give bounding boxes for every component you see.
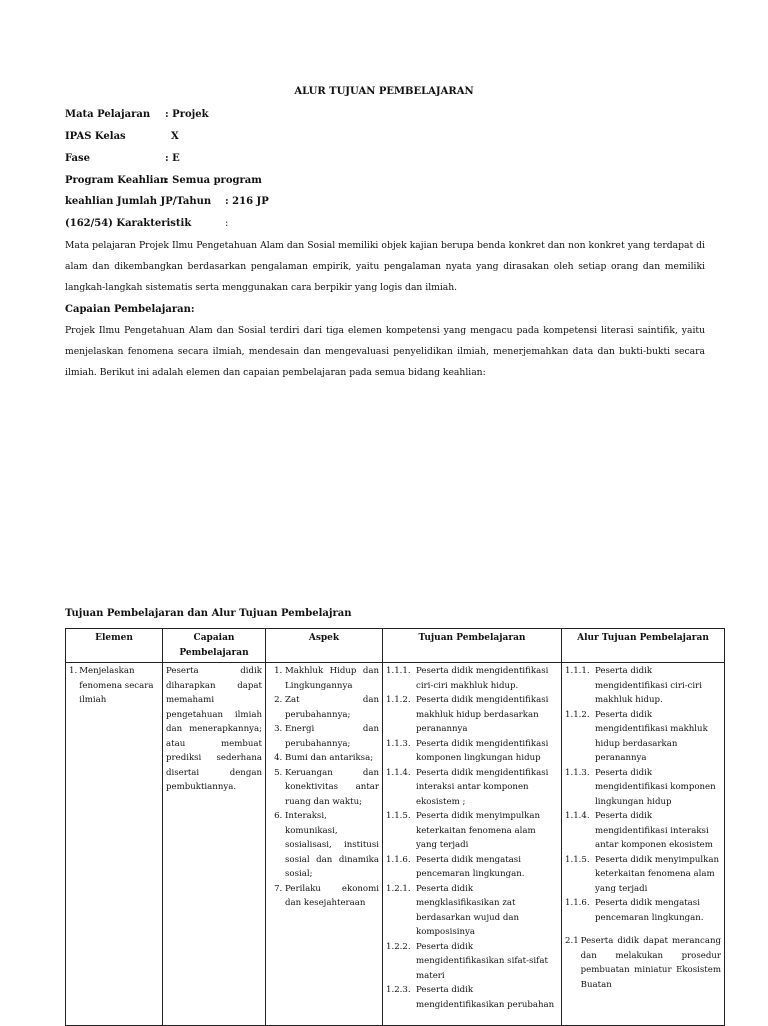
meta-karakteristik xyxy=(65,218,229,229)
meta-ipas-kelas xyxy=(65,131,179,142)
tujuan-number: 1.1.1. xyxy=(386,666,411,676)
aspek-item: 5. Keruangan dan konektivitas antar ruang dan waktu; xyxy=(285,766,379,810)
tujuan-text: Peserta didik mengidentifikasi ciri-ciri makhluk hidup. xyxy=(416,666,549,691)
alur-number: 1.1.4. xyxy=(565,811,590,821)
tujuan-number: 1.1.3. xyxy=(386,738,411,749)
meta-label: (162/54) Karakteristik xyxy=(65,218,192,229)
aspek-item: 3. Energi dan perubahannya; xyxy=(285,722,379,751)
aspek-item: 4. Bumi dan antariksa; xyxy=(285,751,379,766)
alur-text: Peserta didik dapat merancang dan melakukan prosedur pembuatan miniatur Ekosistem Buatan xyxy=(580,936,721,990)
tujuan-text: Peserta didik mengidentifikasi interaksi antar komponen ekosistem ; xyxy=(416,767,549,807)
meta-program-keahlian xyxy=(65,175,262,186)
aspek-item: 7. Perilaku ekonomi dan kesejahteraan xyxy=(285,882,379,911)
alur-item xyxy=(565,896,721,925)
document-title: ALUR TUJUAN PEMBELAJARAN xyxy=(294,86,474,97)
meta-label: Fase xyxy=(65,153,91,164)
tujuan-text: Peserta didik menyimpulkan keterkaitan fenomena alam yang terjadi xyxy=(416,811,541,850)
cell-tujuan xyxy=(383,663,562,1026)
capaian-heading: Capaian Pembelajaran: xyxy=(65,304,195,315)
cell-alur xyxy=(562,663,725,1026)
table-header-row xyxy=(66,629,725,663)
cell-capaian: Peserta didik diharapkan dapat memahami pengetahuan ilmiah dan menerapkannya; atau membuat prediksi sederhana disertai dengan pembuktiannya. xyxy=(163,663,266,1026)
meta-label: keahlian Jumlah JP/Tahun xyxy=(65,196,212,207)
alur-text: Peserta didik mengidentifikasi ciri-ciri makhluk hidup. xyxy=(595,666,703,705)
alur-text: Peserta didik mengatasi pencemaran lingkungan. xyxy=(595,898,704,923)
header-aspek: Aspek xyxy=(266,629,383,663)
tujuan-number: 1.1.4. xyxy=(386,767,411,778)
tujuan-text: Peserta didik mengidentifikasi makhluk hidup berdasarkan peranannya xyxy=(416,695,549,734)
meta-label: IPAS Kelas xyxy=(65,131,126,142)
header-elemen: Elemen xyxy=(66,629,163,663)
header-alur: Alur Tujuan Pembelajaran xyxy=(562,629,725,663)
meta-value: : xyxy=(225,218,229,229)
aspek-item: 2. Zat dan perubahannya; xyxy=(285,693,379,722)
tujuan-text: Peserta didik mengidentifikasikan perubahan xyxy=(416,985,555,1010)
alur-item xyxy=(565,664,721,708)
meta-value: : 216 JP xyxy=(225,196,269,207)
alur-text: Peserta didik menyimpulkan keterkaitan fenomena alam yang terjadi xyxy=(595,854,720,894)
alur-item xyxy=(565,708,721,766)
tujuan-number: 1.1.6. xyxy=(386,854,411,865)
header-capaian: Capaian Pembelajaran xyxy=(163,629,266,663)
tujuan-number: 1.2.3. xyxy=(386,985,411,995)
elemen-text: Menjelaskan fenomena secara ilmiah xyxy=(79,666,154,705)
alur-number: 1.1.6. xyxy=(565,898,590,908)
tujuan-item xyxy=(386,766,558,810)
alur-item xyxy=(565,853,721,897)
tujuan-item xyxy=(386,664,558,693)
alur-tujuan-table xyxy=(65,628,725,1026)
tujuan-text: Peserta didik mengklasifikasikan zat berdasarkan wujud dan komposisinya xyxy=(416,883,520,937)
alur-number: 1.1.1. xyxy=(565,666,590,676)
capaian-paragraph: Projek Ilmu Pengetahuan Alam dan Sosial terdiri dari tiga elemen kompetensi yang mengacu pada kompetensi literasi saintifik, yaitu menjelaskan fenomena secara ilmiah, mendesain dan mengevaluasi penyelidikan ilmiah, menerjemahkan data dan bukti-bukti secara ilmiah. Berikut ini adalah elemen dan capaian pembelajaran pada semua bidang keahlian: xyxy=(65,325,705,378)
cell-elemen xyxy=(66,663,163,1026)
tujuan-number: 1.1.5. xyxy=(386,811,411,821)
meta-value: X xyxy=(171,131,179,142)
table-heading: Tujuan Pembelajaran dan Alur Tujuan Pembelajran xyxy=(65,608,352,619)
tujuan-number: 1.2.2. xyxy=(386,941,411,952)
tujuan-number: 1.2.1. xyxy=(386,883,411,894)
meta-value: : Projek xyxy=(165,109,209,120)
aspek-item: 1. Makhluk Hidup dan Lingkungannya xyxy=(285,664,379,693)
meta-fase xyxy=(65,153,180,164)
tujuan-item xyxy=(386,693,558,737)
tujuan-item xyxy=(386,809,558,853)
meta-label: Mata Pelajaran xyxy=(65,109,151,120)
tujuan-item xyxy=(386,737,558,766)
aspek-item: 6. Interaksi, komunikasi, sosialisasi, institusi sosial dan dinamika sosial; xyxy=(285,809,379,882)
tujuan-item xyxy=(386,853,558,882)
elemen-number: 1. xyxy=(69,666,78,676)
header-tujuan: Tujuan Pembelajaran xyxy=(383,629,562,663)
alur-text: Peserta didik mengidentifikasi komponen lingkungan hidup xyxy=(595,767,716,807)
tujuan-number: 1.1.2. xyxy=(386,695,411,705)
alur-number: 1.1.2. xyxy=(565,709,590,720)
tujuan-text: Peserta didik mengidentifikasikan sifat-sifat materi xyxy=(416,941,548,981)
alur-number: 1.1.3. xyxy=(565,767,590,778)
alur-number: 2.1 xyxy=(565,936,579,946)
tujuan-text: Peserta didik mengatasi pencemaran lingkungan. xyxy=(416,854,525,879)
tujuan-text: Peserta didik mengidentifikasi komponen lingkungan hidup xyxy=(416,738,549,763)
meta-value: : Semua program xyxy=(165,175,262,186)
karakteristik-paragraph: Mata pelajaran Projek Ilmu Pengetahuan Alam dan Sosial memiliki objek kajian berupa benda konkret dan non konkret yang terdapat di alam dan dikembangkan berdasarkan pengalaman empirik, yaitu pengalaman nyata yang dirasakan oleh setiap orang dan memiliki langkah-langkah sistematis serta menggunakan cara berpikir yang logis dan ilmiah. xyxy=(65,240,705,293)
tujuan-item xyxy=(386,882,558,940)
tujuan-item xyxy=(386,983,558,1012)
meta-label: Program Keahlian xyxy=(65,175,168,186)
cell-aspek xyxy=(266,663,383,1026)
table-row xyxy=(66,663,725,1026)
alur-item xyxy=(565,766,721,810)
elemen-item xyxy=(69,664,159,708)
alur-number: 1.1.5. xyxy=(565,854,590,865)
aspek-list xyxy=(269,664,379,911)
meta-jumlah-jp xyxy=(65,196,269,207)
meta-mata-pelajaran xyxy=(65,109,209,120)
meta-value: : E xyxy=(165,153,180,164)
alur-item xyxy=(565,809,721,853)
alur-text: Peserta didik mengidentifikasi makhluk hidup berdasarkan peranannya xyxy=(595,709,708,763)
alur-text: Peserta didik mengidentifikasi interaksi antar komponen ekosistem xyxy=(595,811,713,850)
tujuan-item xyxy=(386,940,558,984)
alur-item xyxy=(565,934,721,992)
